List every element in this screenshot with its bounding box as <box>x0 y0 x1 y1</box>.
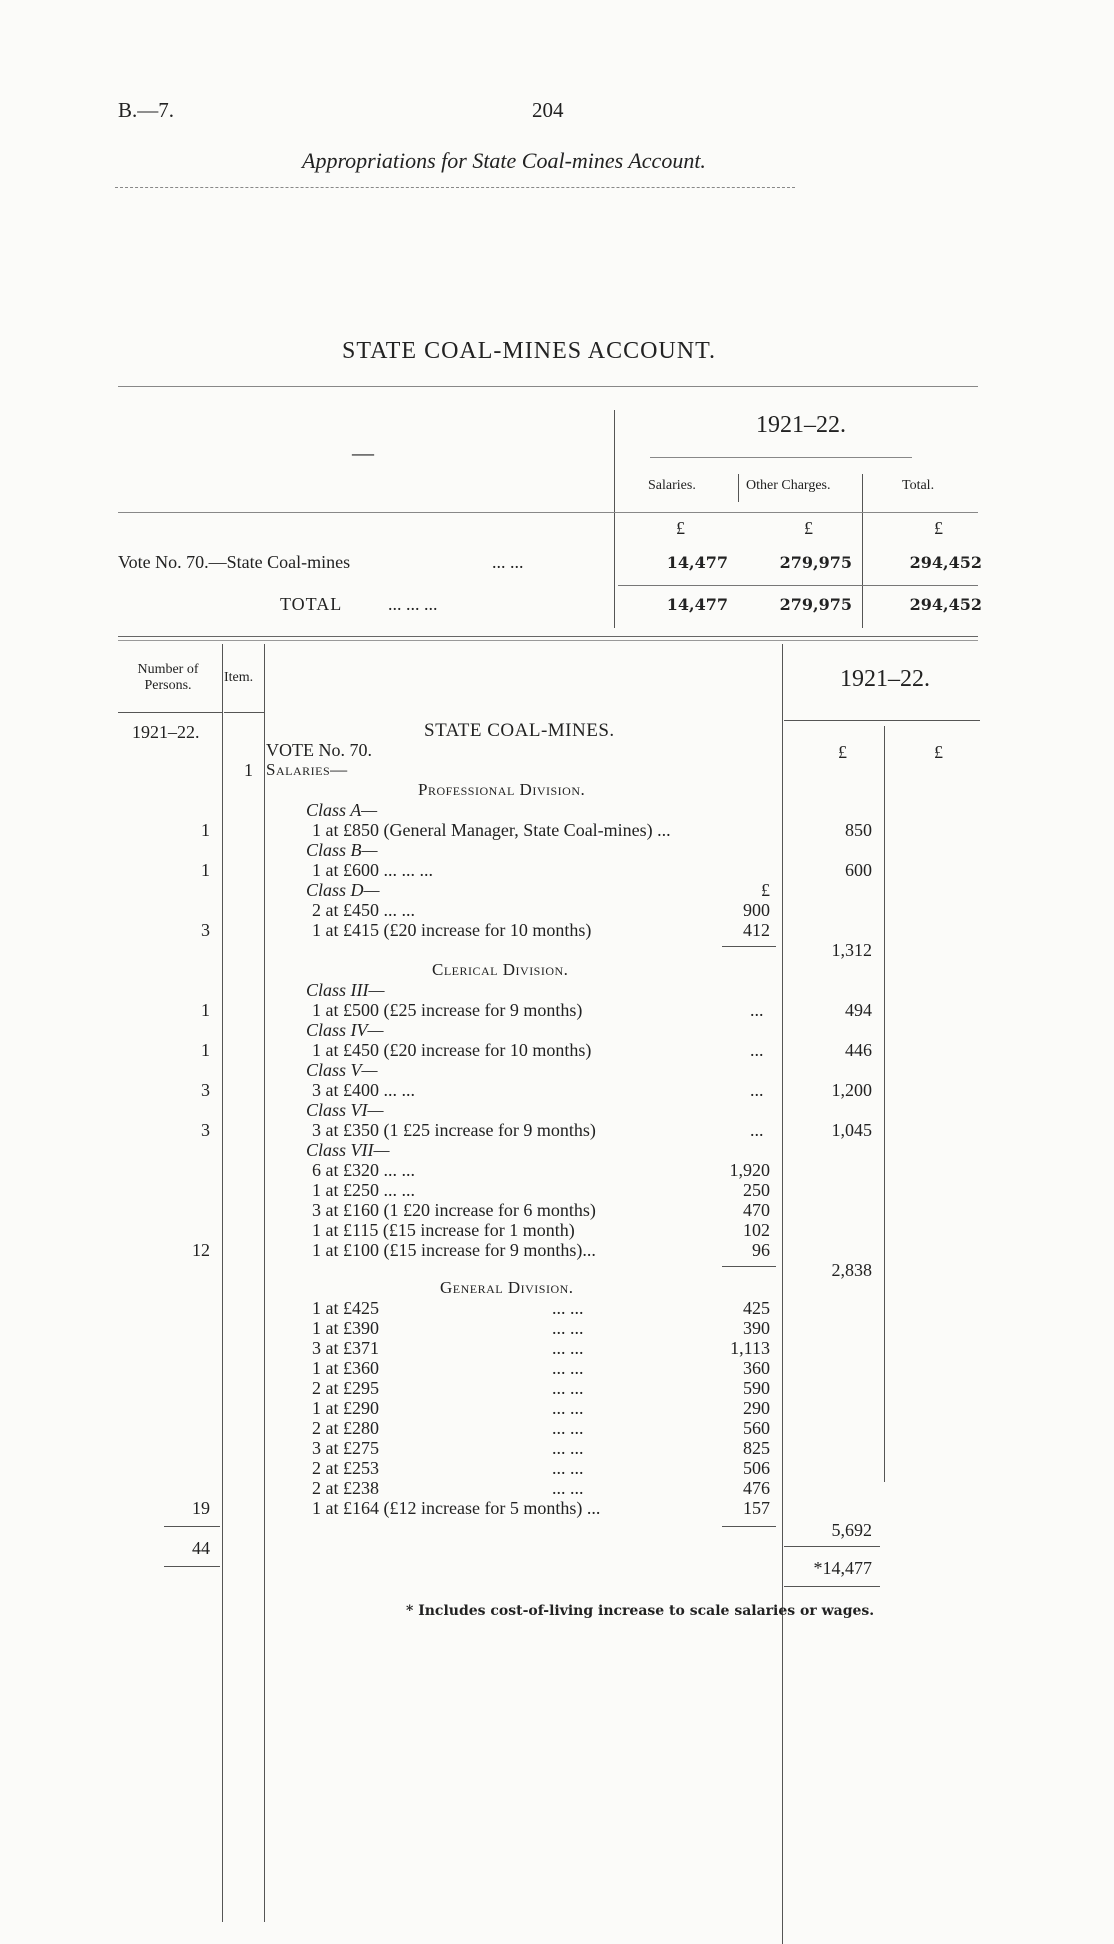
summary-bottom-rule <box>118 636 978 637</box>
detail-persons-year: 1921–22. <box>132 722 200 742</box>
summary-col-divider-2 <box>862 474 863 628</box>
class-a-line: 1 at £850 (General Manager, State Coal-mines) ... <box>312 820 671 840</box>
general-dots: ... ... <box>552 1338 584 1358</box>
clerical-subtotal: 2,838 <box>831 1260 872 1280</box>
class-iv-persons: 1 <box>201 1040 210 1060</box>
class-d-line-2: 1 at £415 (£20 increase for 10 months) <box>312 920 592 940</box>
class-d-subtotal-rule <box>722 946 776 947</box>
class-vii-value: 102 <box>743 1220 770 1240</box>
general-line: 1 at £425 <box>312 1298 379 1318</box>
class-vii-persons: 12 <box>192 1240 210 1260</box>
summary-total-dots: ... ... ... <box>388 594 438 614</box>
general-value: 290 <box>743 1398 770 1418</box>
general-value: 157 <box>743 1498 770 1518</box>
summary-row-label: Vote No. 70.—State Coal-mines <box>118 552 351 572</box>
grand-total: *14,477 <box>813 1558 872 1578</box>
class-v-label: Class V— <box>306 1060 378 1080</box>
general-value: 390 <box>743 1318 770 1338</box>
general-subtotal-rule <box>722 1526 776 1527</box>
general-division-heading: General Division. <box>440 1278 574 1297</box>
class-iii-label: Class III— <box>306 980 385 1000</box>
class-vii-line: 1 at £100 (£15 increase for 9 months)... <box>312 1240 596 1260</box>
general-dots: ... ... <box>552 1298 584 1318</box>
document-reference: B.—7. <box>118 98 175 122</box>
summary-total-rule <box>618 585 978 586</box>
general-line: 2 at £295 <box>312 1378 379 1398</box>
general-value: 560 <box>743 1418 770 1438</box>
detail-vote: VOTE No. 70. <box>266 740 372 760</box>
general-subtotal: 5,692 <box>831 1520 872 1540</box>
class-vii-value: 1,920 <box>729 1160 770 1180</box>
general-value: 506 <box>743 1458 770 1478</box>
page-number: 204 <box>532 98 564 122</box>
class-vii-line: 6 at £320 ... ... <box>312 1160 415 1180</box>
summary-top-rule <box>118 386 978 387</box>
persons-total-rule <box>164 1526 220 1527</box>
clerical-division-heading: Clerical Division. <box>432 960 569 979</box>
class-vi-label: Class VI— <box>306 1100 384 1120</box>
general-value: 476 <box>743 1478 770 1498</box>
class-b-persons: 1 <box>201 860 210 880</box>
general-value: 825 <box>743 1438 770 1458</box>
general-line: 1 at £164 (£12 increase for 5 months) ... <box>312 1498 601 1518</box>
class-vii-line: 3 at £160 (1 £20 increase for 6 months) <box>312 1200 596 1220</box>
general-line: 2 at £253 <box>312 1458 379 1478</box>
general-line: 1 at £290 <box>312 1398 379 1418</box>
summary-row-salaries: 14,477 <box>666 553 728 572</box>
general-value: 590 <box>743 1378 770 1398</box>
class-iv-line: 1 at £450 (£20 increase for 10 months) <box>312 1040 592 1060</box>
detail-total-divider <box>884 726 885 1482</box>
class-d-persons: 3 <box>201 920 210 940</box>
detail-persons-header-rule <box>118 712 222 713</box>
general-line: 3 at £275 <box>312 1438 379 1458</box>
class-a-label: Class A— <box>306 800 378 820</box>
summary-total-label: TOTAL <box>280 594 343 614</box>
summary-year-rule <box>650 457 912 458</box>
detail-col-item: Item. <box>224 670 254 685</box>
summary-col-divider-1 <box>738 474 739 502</box>
class-iii-value: 494 <box>845 1000 872 1020</box>
class-d-value-2: 412 <box>743 920 770 940</box>
summary-currency-total: £ <box>934 518 943 538</box>
summary-divider <box>614 410 615 628</box>
general-dots: ... ... <box>552 1458 584 1478</box>
class-vii-line: 1 at £250 ... ... <box>312 1180 415 1200</box>
general-dots: ... ... <box>552 1318 584 1338</box>
summary-row-dots: ... ... <box>492 552 524 572</box>
header-rule <box>115 187 795 188</box>
detail-col-persons: Number of Persons. <box>137 662 199 693</box>
summary-row-other: 279,975 <box>779 553 852 572</box>
professional-division-heading: Professional Division. <box>418 780 586 799</box>
class-d-line-1: 2 at £450 ... ... <box>312 900 415 920</box>
professional-subtotal: 1,312 <box>831 940 872 960</box>
detail-year: 1921–22. <box>840 666 930 692</box>
general-dots: ... ... <box>552 1478 584 1498</box>
class-vii-label: Class VII— <box>306 1140 390 1160</box>
summary-total-total: 294,452 <box>909 595 982 614</box>
total-persons: 44 <box>192 1538 210 1558</box>
general-line: 1 at £360 <box>312 1358 379 1378</box>
class-vi-persons: 3 <box>201 1120 210 1140</box>
summary-currency-other: £ <box>804 518 813 538</box>
class-iv-value: 446 <box>845 1040 872 1060</box>
class-v-line: 3 at £400 ... ... <box>312 1080 415 1100</box>
detail-item-divider <box>264 644 265 1922</box>
detail-section-title: STATE COAL-MINES. <box>424 720 615 741</box>
class-vii-subtotal-rule <box>722 1266 776 1267</box>
detail-item-header-rule <box>224 712 264 713</box>
general-line: 1 at £390 <box>312 1318 379 1338</box>
class-vi-line: 3 at £350 (1 £25 increase for 9 months) <box>312 1120 596 1140</box>
class-v-value: 1,200 <box>831 1080 872 1100</box>
class-vii-value: 250 <box>743 1180 770 1200</box>
detail-amount-divider <box>782 644 783 1944</box>
general-line: 2 at £280 <box>312 1418 379 1438</box>
general-dots: ... ... <box>552 1358 584 1378</box>
detail-persons-divider <box>222 644 223 1922</box>
class-iii-persons: 1 <box>201 1000 210 1020</box>
general-value: 1,113 <box>730 1338 770 1358</box>
general-dots: ... ... <box>552 1438 584 1458</box>
class-vii-line: 1 at £115 (£15 increase for 1 month) <box>312 1220 575 1240</box>
summary-bottom-rule-2 <box>118 640 978 641</box>
summary-total-salaries: 14,477 <box>666 595 728 614</box>
class-a-value: 850 <box>845 820 872 840</box>
class-iii-line: 1 at £500 (£25 increase for 9 months) <box>312 1000 583 1020</box>
general-value: 360 <box>743 1358 770 1378</box>
summary-row-total: 294,452 <box>909 553 982 572</box>
footnote: * Includes cost-of-living increase to scale salaries or wages. <box>406 1603 875 1619</box>
class-b-value: 600 <box>845 860 872 880</box>
grand-total-top-rule <box>784 1546 880 1547</box>
persons-total-bottom-rule <box>164 1566 220 1567</box>
grand-total-bottom-rule <box>784 1586 880 1587</box>
detail-salaries-heading: Salaries— <box>266 760 348 779</box>
summary-col-total: Total. <box>902 478 935 493</box>
general-dots: ... ... <box>552 1398 584 1418</box>
summary-header-rule <box>118 512 978 513</box>
class-iv-label: Class IV— <box>306 1020 384 1040</box>
class-d-value-1: 900 <box>743 900 770 920</box>
class-vi-value: 1,045 <box>831 1120 872 1140</box>
summary-currency-salaries: £ <box>676 518 685 538</box>
class-a-persons: 1 <box>201 820 210 840</box>
class-vii-value: 470 <box>743 1200 770 1220</box>
detail-item-number: 1 <box>244 760 253 780</box>
general-persons: 19 <box>192 1498 210 1518</box>
class-v-persons: 3 <box>201 1080 210 1100</box>
summary-col-salaries: Salaries. <box>648 478 696 493</box>
general-value: 425 <box>743 1298 770 1318</box>
class-vii-value: 96 <box>752 1240 770 1260</box>
class-d-label: Class D— <box>306 880 380 900</box>
summary-total-other: 279,975 <box>779 595 852 614</box>
class-iv-dots: ... <box>750 1040 764 1060</box>
summary-title: STATE COAL-MINES ACCOUNT. <box>342 338 716 364</box>
general-line: 2 at £238 <box>312 1478 379 1498</box>
page-subtitle: Appropriations for State Coal-mines Account. <box>302 148 706 173</box>
detail-currency-items: £ <box>838 742 847 762</box>
class-vi-dots: ... <box>750 1120 764 1140</box>
class-iii-dots: ... <box>750 1000 764 1020</box>
summary-col-other: Other Charges. <box>746 478 831 493</box>
class-b-label: Class B— <box>306 840 378 860</box>
class-b-line: 1 at £600 ... ... ... <box>312 860 433 880</box>
general-dots: ... ... <box>552 1378 584 1398</box>
class-v-dots: ... <box>750 1080 764 1100</box>
summary-dash: — <box>352 440 374 465</box>
summary-year: 1921–22. <box>756 412 846 438</box>
detail-year-rule <box>784 720 980 721</box>
class-d-currency: £ <box>761 880 770 900</box>
detail-currency-totals: £ <box>934 742 943 762</box>
general-dots: ... ... <box>552 1418 584 1438</box>
general-line: 3 at £371 <box>312 1338 379 1358</box>
